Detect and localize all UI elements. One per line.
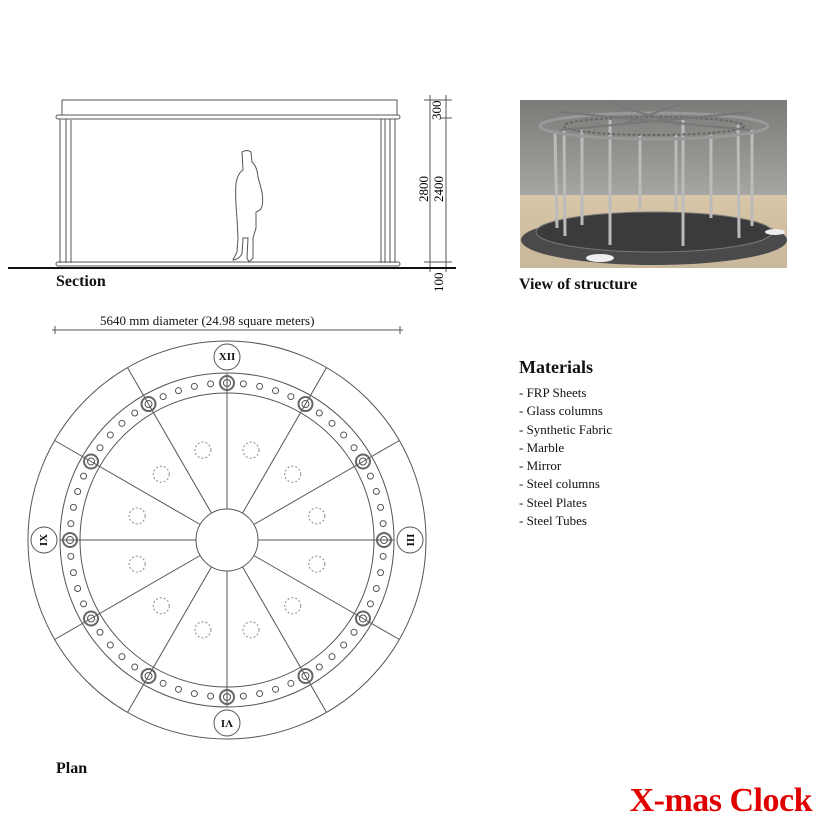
seat-marker-icon (243, 622, 259, 638)
hole-icon (351, 629, 357, 635)
hole-icon (380, 521, 386, 527)
hole-icon (107, 432, 113, 438)
dim-2800: 2800 (416, 176, 431, 202)
hole-icon (273, 686, 279, 692)
spoke (144, 567, 212, 685)
hole-icon (81, 473, 87, 479)
hole-icon (75, 586, 81, 592)
hole-icon (132, 664, 138, 670)
hole-icon (68, 553, 74, 559)
material-item: - Steel Tubes (519, 513, 587, 529)
diameter-note: 5640 mm diameter (24.98 square meters) (100, 313, 315, 328)
band-divider (55, 441, 83, 457)
hole-icon (373, 488, 379, 494)
hole-icon (191, 383, 197, 389)
hole-icon (208, 693, 214, 699)
seat-marker-icon (285, 598, 301, 614)
section-label: Section (56, 273, 106, 290)
hole-icon (75, 488, 81, 494)
seat-marker-icon (129, 556, 145, 572)
hole-icon (329, 654, 335, 660)
hole-icon (316, 664, 322, 670)
view-label: View of structure (519, 276, 638, 293)
dim-300: 300 (429, 100, 444, 120)
seat-marker-icon (195, 622, 211, 638)
center-hub (196, 509, 258, 571)
band-divider (128, 368, 144, 396)
spoke (144, 395, 212, 513)
seat-marker-icon (285, 466, 301, 482)
hole-icon (81, 601, 87, 607)
material-item: - Marble (519, 439, 565, 455)
dim-100: 100 (431, 272, 446, 292)
plan-label: Plan (56, 760, 88, 777)
band-divider (372, 624, 400, 640)
spoke (254, 457, 372, 525)
hole-icon (380, 553, 386, 559)
spoke (254, 556, 372, 624)
hole-icon (160, 394, 166, 400)
hole-icon (378, 570, 384, 576)
band-divider (372, 441, 400, 457)
material-item: - FRP Sheets (519, 385, 587, 400)
hole-icon (240, 693, 246, 699)
hole-icon (341, 642, 347, 648)
seat-marker-icon (243, 442, 259, 458)
material-item: - Steel Plates (519, 494, 587, 510)
hole-icon (132, 410, 138, 416)
materials-title: Materials (519, 357, 593, 377)
seat-marker-icon (153, 466, 169, 482)
hole-icon (119, 654, 125, 660)
materials-list (519, 384, 612, 530)
hole-icon (273, 388, 279, 394)
hole-icon (160, 680, 166, 686)
seat-marker-icon (309, 556, 325, 572)
spoke (243, 567, 311, 685)
seat-marker-icon (195, 442, 211, 458)
hole-icon (329, 420, 335, 426)
hole-icon (70, 504, 76, 510)
project-title: X-mas Clock (629, 782, 812, 819)
hole-icon (373, 586, 379, 592)
spoke (243, 395, 311, 513)
hole-icon (175, 686, 181, 692)
hole-icon (191, 691, 197, 697)
hole-icon (378, 504, 384, 510)
hole-icon (257, 691, 263, 697)
hole-icon (341, 432, 347, 438)
hole-icon (288, 680, 294, 686)
seat-marker-icon (309, 508, 325, 524)
band-divider (311, 368, 327, 396)
band-divider (55, 624, 83, 640)
material-item: - Synthetic Fabric (519, 421, 613, 437)
hole-icon (97, 445, 103, 451)
hole-icon (119, 420, 125, 426)
hole-icon (70, 570, 76, 576)
spoke (82, 556, 200, 624)
hole-icon (107, 642, 113, 648)
material-item: - Glass columns (519, 403, 603, 419)
hole-icon (288, 394, 294, 400)
numeral-bottom: VI (220, 717, 234, 729)
material-item: - Steel columns (519, 476, 600, 492)
material-item: - Mirror (519, 458, 562, 474)
numeral-left: IX (38, 533, 50, 547)
hole-icon (316, 410, 322, 416)
numeral-right: III (404, 533, 416, 547)
seat-marker-icon (153, 598, 169, 614)
hole-icon (68, 521, 74, 527)
band-divider (311, 685, 327, 713)
seat-marker-icon (129, 508, 145, 524)
dim-2400: 2400 (431, 176, 446, 202)
spoke (82, 457, 200, 525)
hole-icon (208, 381, 214, 387)
hole-icon (367, 601, 373, 607)
hole-icon (97, 629, 103, 635)
numeral-top: XII (218, 351, 236, 363)
hole-icon (367, 473, 373, 479)
hole-icon (257, 383, 263, 389)
band-divider (128, 685, 144, 713)
hole-icon (240, 381, 246, 387)
hole-icon (351, 445, 357, 451)
hole-icon (175, 388, 181, 394)
